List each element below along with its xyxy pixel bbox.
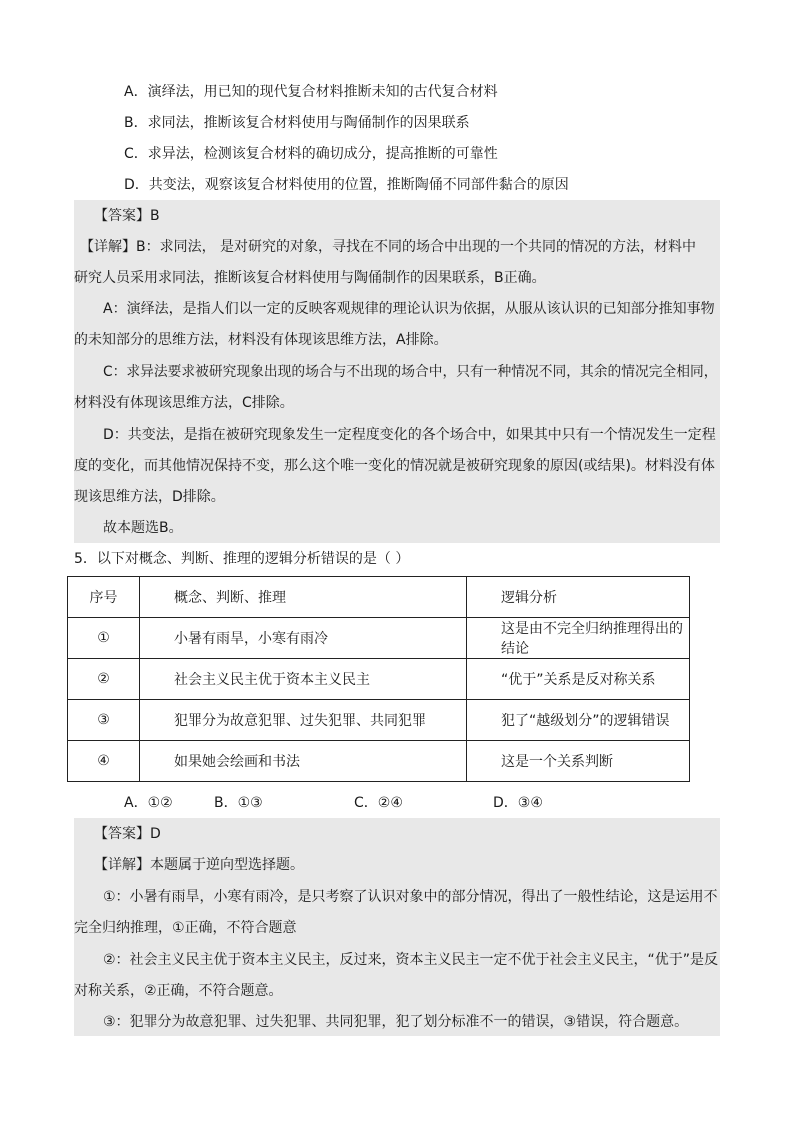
q4-detail-line-3: A：演绎法，是指人们以一定的反映客观规律的理论认识为依据，从服从该认识的已知部分推知事物 bbox=[103, 301, 715, 317]
table-cell-statement: 犯罪分为故意犯罪、过失犯罪、共同犯罪 bbox=[140, 700, 467, 741]
q5-detail-line-1: 【详解】本题属于逆向型选择题。 bbox=[94, 857, 304, 873]
table-cell-analysis: “优于”关系是反对称关系 bbox=[467, 659, 690, 700]
q5-detail-line-6: ③：犯罪分为故意犯罪、过失犯罪、共同犯罪，犯了划分标准不一的错误，③错误，符合题意。 bbox=[103, 1014, 689, 1030]
q4-detail-line-2: 研究人员采用求同法，推断该复合材料使用与陶俑制作的因果联系，B正确。 bbox=[74, 270, 546, 286]
q4-detail-line-4: 的未知部分的思维方法，材料没有体现该思维方法，A排除。 bbox=[74, 332, 448, 348]
q4-detail-line-1: 【详解】B：求同法， 是对研究的对象，寻找在不同的场合中出现的一个共同的情况的方法，材料中 bbox=[80, 239, 697, 255]
table-row bbox=[68, 700, 690, 741]
q5-answer-label: 【答案】D bbox=[94, 826, 161, 842]
q5-option-d: D．③④ bbox=[493, 795, 543, 811]
q5-detail-line-5: 对称关系，②正确，不符合题意。 bbox=[74, 983, 283, 999]
q4-option-d: D．共变法，观察该复合材料使用的位置，推断陶俑不同部件黏合的原因 bbox=[124, 177, 569, 193]
q4-detail-line-5: C：求异法要求被研究现象出现的场合与不出现的场合中，只有一种情况不同，其余的情况完全相同， bbox=[103, 364, 718, 380]
table-header-row bbox=[68, 577, 690, 618]
table-cell-analysis: 犯了“越级划分”的逻辑错误 bbox=[467, 700, 690, 741]
q4-detail-line-9: 现该思维方法，D排除。 bbox=[74, 489, 225, 505]
q5-table bbox=[67, 576, 690, 782]
q4-option-a: A．演绎法，用已知的现代复合材料推断未知的古代复合材料 bbox=[124, 84, 498, 100]
table-row bbox=[68, 618, 690, 659]
table-cell-statement: 社会主义民主优于资本主义民主 bbox=[140, 659, 467, 700]
table-header-cell: 逻辑分析 bbox=[467, 577, 690, 618]
q5-stem: 5．以下对概念、判断、推理的逻辑分析错误的是（ ） bbox=[74, 551, 410, 567]
table-cell-index: ① bbox=[68, 618, 140, 659]
table-header-cell: 序号 bbox=[68, 577, 140, 618]
q4-option-c: C．求异法，检测该复合材料的确切成分，提高推断的可靠性 bbox=[124, 146, 498, 162]
table-cell-index: ④ bbox=[68, 741, 140, 782]
table-cell-analysis: 这是一个关系判断 bbox=[467, 741, 690, 782]
q4-answer-label: 【答案】B bbox=[94, 208, 160, 224]
table-header-cell: 概念、判断、推理 bbox=[140, 577, 467, 618]
q4-detail-line-7: D：共变法，是指在被研究现象发生一定程度变化的各个场合中，如果其中只有一个情况发生一定程 bbox=[103, 427, 716, 443]
table-cell-statement: 小暑有雨旱，小寒有雨冷 bbox=[140, 618, 467, 659]
q5-detail-line-2: ①：小暑有雨旱，小寒有雨冷，是只考察了认识对象中的部分情况，得出了一般性结论，这是运用不 bbox=[103, 889, 718, 905]
q5-option-a: A．①② bbox=[124, 795, 173, 811]
table-cell-index: ② bbox=[68, 659, 140, 700]
q4-detail-line-10: 故本题选B。 bbox=[103, 520, 183, 536]
table-row bbox=[68, 741, 690, 782]
q5-detail-line-3: 完全归纳推理，①正确，不符合题意 bbox=[74, 920, 297, 936]
q5-option-b: B．①③ bbox=[214, 795, 263, 811]
q5-detail-line-4: ②：社会主义民主优于资本主义民主，反过来，资本主义民主一定不优于社会主义民主，“优于”是反 bbox=[103, 952, 719, 968]
table-row bbox=[68, 659, 690, 700]
table-cell-index: ③ bbox=[68, 700, 140, 741]
q5-option-c: C．②④ bbox=[354, 795, 403, 811]
q4-detail-line-8: 度的变化，而其他情况保持不变，那么这个唯一变化的情况就是被研究现象的原因(或结果)。材料没有体 bbox=[74, 458, 715, 474]
q4-option-b: B．求同法，推断该复合材料使用与陶俑制作的因果联系 bbox=[124, 115, 470, 131]
table-cell-analysis: 这是由不完全归纳推理得出的结论 bbox=[467, 618, 690, 659]
table-cell-statement: 如果她会绘画和书法 bbox=[140, 741, 467, 782]
q4-detail-line-6: 材料没有体现该思维方法，C排除。 bbox=[74, 395, 294, 411]
